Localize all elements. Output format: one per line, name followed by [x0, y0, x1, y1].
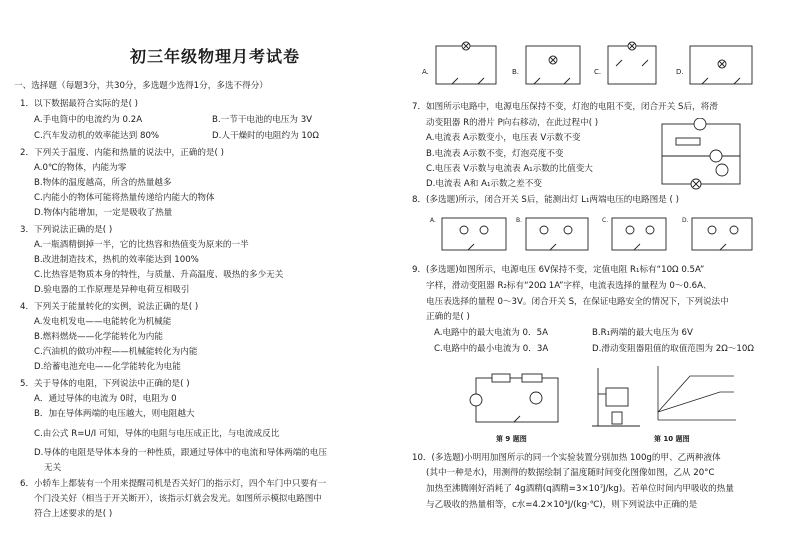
q3-option-a: A.一瓶酒精倒掉一半，它的比热容和热值变为原来的一半 [34, 240, 249, 250]
q8-circuit-d [682, 217, 752, 250]
q6-label-d: D. [676, 68, 684, 76]
q6-label-b: B. [512, 68, 520, 76]
q6-circuit-d [676, 46, 752, 84]
q7-option-b: B.电流表 A示数不变，灯泡亮度不变 [426, 149, 564, 159]
q8-label-b: B. [516, 217, 523, 224]
q2-option-d: D.物体内能增加，一定是吸收了热量 [34, 208, 173, 218]
q8-circuit-a [430, 217, 506, 250]
q6-circuit-b [512, 46, 580, 84]
q2-option-c: C.内能小的物体可能将热量传递给内能大的物体 [34, 193, 215, 203]
q6-circuit-figures [422, 40, 782, 90]
q1-option-b: B.一节干电池的电压为 3V [212, 115, 313, 125]
q6-line2: 个门没关好（相当于开关断开），该指示灯就会发光。如图所示模拟电路图中 [34, 494, 322, 504]
q8-circuit-figures [430, 210, 770, 256]
q1-stem: 1．以下数据最符合实际的是( ) [20, 99, 139, 109]
q4-stem: 4．下列关于能量转化的实例，说法正确的是( ) [20, 302, 199, 312]
q2-stem: 2．下列关于温度、内能和热量的说法中，正确的是( ) [20, 148, 224, 158]
q6-line3: 符合上述要求的是( ) [34, 509, 113, 519]
q9-line3: 电压表选择的量程 0～3V。闭合开关 S，在保证电路安全的情况下，下列说法中 [426, 297, 729, 307]
q7-option-c: C.电压表 V示数与电流表 A₁示数的比值变大 [426, 164, 593, 174]
q5-option-d-line2: 无关 [44, 463, 62, 473]
fig9-caption: 第 9 题图 [496, 435, 527, 443]
q2-option-a: A.0℃的物体，内能为零 [34, 163, 127, 173]
q5-option-c: C.由公式 R=U/I 可知，导体的电阻与电压成正比，与电流成反比 [34, 429, 280, 439]
q10-line2: (其中一种是水)，用测得的数据绘制了温度随时间变化图像如图，乙从 20°C [426, 468, 715, 478]
q8-stem: 8．(多选题)所示，闭合开关 S后，能测出灯 L₁两端电压的电路图是 ( ) [412, 195, 679, 205]
q7-line2: 动变阻器 R的滑片 P向右移动，在此过程中( ) [426, 118, 599, 128]
q8-label-a: A. [430, 217, 436, 224]
q8-circuit-b [516, 217, 588, 250]
q10-apparatus-figure [588, 364, 644, 430]
q1-option-d: D.人干燥时的电阻约为 10Ω [212, 131, 319, 141]
q9-line2: 字样，滑动变阻器 R₂标有“20Ω 1A”字样，电流表选择的量程为 0～0.6A、 [426, 281, 712, 291]
q5-stem: 5．关于导体的电阻，下列说法中正确的是( ) [20, 379, 190, 389]
q5-option-a: A．通过导体的电流为 0时，电阻为 0 [34, 394, 177, 404]
q7-circuit-figure [656, 118, 746, 190]
q8-circuit-c [602, 217, 666, 250]
q9-line4: 正确的是( ) [426, 312, 470, 322]
q4-option-b: B.燃料燃烧——化学能转化为内能 [34, 332, 163, 342]
q4-option-c: C.汽油机的做功冲程——机械能转化为内能 [34, 347, 198, 357]
q5-option-b: B．加在导体两端的电压越大，则电阻越大 [34, 409, 195, 419]
q6-line1: 6．小轿车上都装有一个用来提醒司机是否关好门的指示灯，四个车门中只要有一 [20, 479, 327, 489]
q3-option-d: D.验电器的工作原理是异种电荷互相吸引 [34, 285, 190, 295]
q10-line3: 加热至沸腾刚好消耗了 4g酒精(q酒精=3×10⁷J/kg)。若单位时间内甲吸收的热量 [426, 484, 734, 494]
q6-circuit-c [594, 42, 656, 84]
q3-stem: 3．下列说法正确的是( ) [20, 225, 113, 235]
q3-option-c: C.比热容是物质本身的特性，与质量、升高温度、吸热的多少无关 [34, 270, 284, 280]
q1-option-c: C.汽车发动机的效率能达到 80% [34, 131, 160, 141]
q6-circuit-a [422, 42, 496, 84]
q9-option-a: A.电路中的最大电流为 0．5A [434, 328, 548, 338]
q9-option-b: B.R₁两端的最大电压为 6V [592, 328, 693, 338]
q7-line1: 7．如图所示电路中，电源电压保持不变，灯泡的电阻不变，闭合开关 S后，将滑 [412, 102, 718, 112]
page-title: 初三年级物理月考试卷 [130, 47, 301, 66]
q1-option-a: A.手电筒中的电流约为 0.2A [34, 115, 143, 125]
q4-option-a: A.发电机发电——电能转化为机械能 [34, 317, 172, 327]
q9-option-c: C.电路中的最小电流为 0．3A [434, 344, 549, 354]
section-heading: 一、选择题（每题3分，共30分，多选题少选得1分，多选不得分） [14, 81, 268, 91]
q7-option-d: D.电流表 A和 A₁示数之差不变 [426, 179, 542, 189]
q8-label-d: D. [682, 217, 689, 224]
q3-option-b: B.改进制造技术，热机的效率能达到 100% [34, 255, 199, 265]
fig10-caption: 第 10 题图 [654, 435, 690, 443]
q6-label-a: A. [422, 68, 429, 76]
q6-label-c: C. [594, 68, 602, 76]
q8-label-c: C. [602, 217, 609, 224]
q7-option-a: A.电流表 A示数变小，电压表 V示数不变 [426, 133, 581, 143]
q9-option-d: D.滑动变阻器阻值的取值范围为 2Ω～10Ω [592, 344, 754, 354]
q9-line1: 9．(多选题)如图所示，电源电压 6V保持不变，定值电阻 R₁标有“10Ω 0.5A” [412, 265, 705, 275]
q4-option-d: D.给蓄电池充电——化学能转化为电能 [34, 362, 181, 372]
q10-temperature-graph [650, 362, 740, 426]
q5-option-d-line1: D.导体的电阻是导体本身的一种性质，跟通过导体中的电流和导体两端的电压 [34, 448, 327, 458]
q2-option-b: B.物体的温度越高，所含的热量越多 [34, 178, 172, 188]
q10-line4: 与乙吸收的热量相等，c水=4.2×10³J/(kg·℃)，则下列说法中正确的是 [426, 500, 698, 510]
q10-line1: 10．(多选题)小明用加图所示的同一个实验装置分别加热 100g的甲、乙两种液体 [412, 453, 721, 463]
q9-circuit-figure [466, 364, 576, 430]
